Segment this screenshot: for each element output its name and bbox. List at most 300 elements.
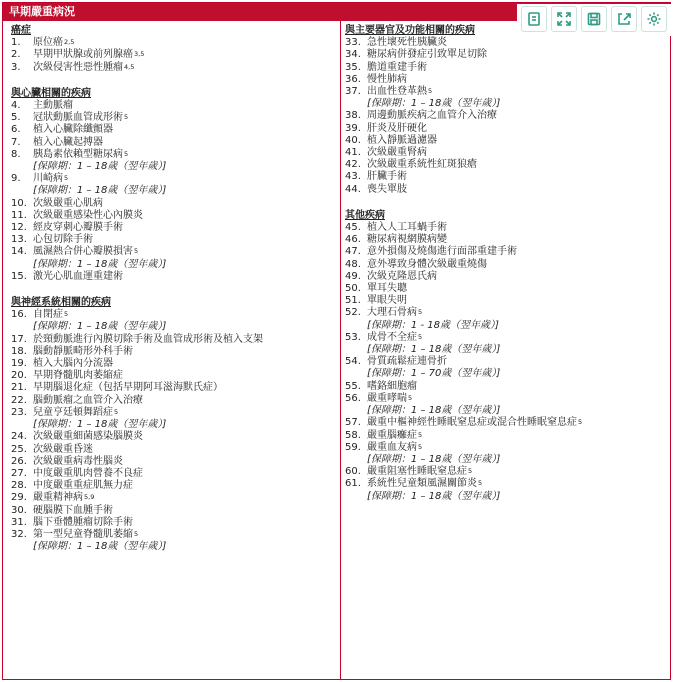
item-text-wrap	[33, 346, 133, 358]
item-text: 植入心臟起搏器	[33, 136, 103, 148]
list-item	[11, 246, 337, 258]
item-text-wrap	[367, 123, 427, 135]
item-number: 34.	[345, 49, 361, 61]
item-text: 第一型兒童脊髓肌萎縮	[33, 528, 133, 540]
list-item	[345, 62, 665, 74]
item-text: 出血性登革熱	[367, 86, 427, 98]
item-text: 腦下垂體腫瘤切除手術	[33, 516, 133, 528]
item-number: 59.	[345, 441, 361, 453]
item-text-wrap	[33, 137, 103, 149]
item-text: 嚴重血友病	[367, 441, 417, 453]
list-item	[345, 259, 665, 271]
item-number: 55.	[345, 380, 361, 392]
item-text: 糖尿病併發症引致單足切除	[367, 49, 487, 61]
list-item	[345, 184, 665, 196]
item-text-wrap	[33, 271, 123, 283]
list-item	[345, 246, 665, 258]
item-text-wrap	[367, 381, 417, 393]
list-item	[11, 62, 337, 74]
section-title: 癌症	[11, 25, 31, 36]
item-text: 成骨不全症	[367, 331, 417, 343]
list-item	[11, 49, 337, 61]
coverage-period: [保障期：1 – 70歲（翌年歲）]	[367, 368, 501, 380]
list-item	[11, 124, 337, 136]
disease-section	[11, 25, 337, 74]
item-text: 糖尿病視網膜病變	[367, 234, 447, 246]
item-number: 39.	[345, 122, 361, 134]
fullscreen-button[interactable]	[551, 6, 577, 32]
list-item	[345, 222, 665, 234]
item-text: 意外導致身體次級嚴重燒傷	[367, 258, 487, 270]
coverage-period: [保障期：1 – 18歲（翌年歲）]	[33, 185, 167, 197]
item-number: 44.	[345, 183, 361, 195]
item-text: 腦動靜脈畸形外科手術	[33, 345, 133, 357]
item-text-wrap	[367, 222, 447, 234]
list-item	[11, 173, 337, 185]
item-number: 15.	[11, 270, 27, 282]
item-number: 14.	[11, 246, 27, 258]
item-text: 風濕熱合併心瓣膜損害	[33, 246, 133, 258]
list-item	[345, 393, 665, 405]
coverage-period: [保障期：1 – 18歲（翌年歲）]	[367, 490, 501, 502]
item-number: 51.	[345, 295, 361, 307]
list-item	[11, 234, 337, 246]
item-text-wrap	[33, 149, 128, 161]
item-number: 4.	[11, 100, 21, 112]
item-text: 中度嚴重肌肉營養不良症	[33, 467, 143, 479]
item-number: 53.	[345, 331, 361, 343]
item-number: 60.	[345, 466, 361, 478]
footnote-ref: 5	[418, 442, 423, 451]
list-item	[11, 529, 337, 541]
list-item	[345, 234, 665, 246]
footnote-ref: 5	[134, 529, 139, 538]
item-text: 冠狀動脈血管成形術	[33, 112, 123, 124]
item-text: 次級克隆恩氏病	[367, 270, 437, 282]
item-text-wrap	[367, 442, 422, 454]
list-item	[11, 137, 337, 149]
item-text: 急性壞死性胰臟炎	[367, 37, 447, 49]
list-item	[345, 417, 665, 429]
item-number: 37.	[345, 86, 361, 98]
item-text-wrap	[33, 112, 128, 124]
list-item	[345, 283, 665, 295]
item-text: 肝炎及肝硬化	[367, 122, 427, 134]
item-text-wrap	[367, 37, 447, 49]
item-text-wrap	[367, 234, 447, 246]
item-text: 單眼失明	[367, 295, 407, 307]
disease-section	[345, 210, 665, 503]
item-number: 57.	[345, 417, 361, 429]
item-number: 33.	[345, 37, 361, 49]
footnote-ref: 5	[468, 467, 473, 476]
item-text-wrap	[33, 210, 143, 222]
item-text-wrap	[33, 492, 94, 504]
footnote-ref: 5	[124, 113, 129, 122]
footnote-ref: 2,5	[64, 38, 75, 47]
list-item	[345, 295, 665, 307]
item-text: 胰島素依賴型糖尿病	[33, 148, 123, 160]
list-item	[11, 37, 337, 49]
item-text-wrap	[33, 529, 138, 541]
item-text-wrap	[33, 480, 133, 492]
item-text-wrap	[33, 49, 144, 61]
item-number: 49.	[345, 270, 361, 282]
item-number: 21.	[11, 382, 27, 394]
item-text-wrap	[367, 271, 437, 283]
footnote-ref: 5	[64, 174, 69, 183]
item-number: 38.	[345, 110, 361, 122]
list-item	[11, 370, 337, 382]
item-number: 30.	[11, 504, 27, 516]
item-number: 27.	[11, 467, 27, 479]
item-text: 次級嚴重系統性紅斑狼瘡	[367, 159, 477, 171]
list-item	[11, 468, 337, 480]
right-column	[345, 25, 665, 517]
item-text-wrap	[33, 468, 143, 480]
section-title: 與神經系統相關的疾病	[11, 297, 111, 309]
item-text-wrap	[33, 358, 113, 370]
item-text-wrap	[367, 356, 447, 368]
item-text-wrap	[367, 74, 407, 86]
item-text-wrap	[367, 147, 427, 159]
item-text: 植入大腦內分流器	[33, 358, 113, 370]
item-text-wrap	[367, 430, 422, 442]
footnote-ref: 5	[478, 479, 483, 488]
disease-section	[11, 88, 337, 283]
share-icon	[616, 11, 632, 27]
item-text: 次級嚴重腎病	[367, 147, 427, 159]
page-title: 早期嚴重病況	[9, 5, 75, 18]
item-number: 20.	[11, 370, 27, 382]
share-button[interactable]	[611, 6, 637, 32]
list-item	[11, 382, 337, 394]
list-item	[345, 356, 665, 368]
footnote-ref: 5,9	[84, 493, 95, 502]
list-item	[345, 332, 665, 344]
item-text-wrap	[33, 62, 134, 74]
list-item	[11, 431, 337, 443]
item-text: 主動脈瘤	[33, 100, 73, 112]
settings-button[interactable]	[641, 6, 667, 32]
footnote-ref: 5	[64, 310, 69, 319]
item-text: 自閉症	[33, 309, 63, 321]
item-number: 50.	[345, 283, 361, 295]
item-text: 兒童亨廷頓舞蹈症	[33, 406, 113, 418]
item-number: 25.	[11, 443, 27, 455]
item-number: 3.	[11, 61, 21, 73]
list-item	[345, 135, 665, 147]
item-text-wrap	[33, 505, 113, 517]
coverage-period: [保障期：1 – 18歲（翌年歲）]	[367, 405, 501, 417]
item-text-wrap	[367, 49, 487, 61]
disease-section	[11, 297, 337, 553]
item-text-wrap	[367, 417, 582, 429]
item-text-wrap	[33, 407, 118, 419]
column-divider	[340, 21, 341, 679]
fullscreen-icon	[556, 11, 572, 27]
coverage-period: [保障期：1 – 18歲（翌年歲）]	[33, 161, 167, 173]
list-item	[11, 210, 337, 222]
item-text: 膽道重建手術	[367, 61, 427, 73]
footnote-ref: 4,5	[124, 62, 135, 71]
item-text-wrap	[367, 478, 482, 490]
coverage-period: [保障期：1 – 18歲（翌年歲）]	[33, 419, 167, 431]
item-number: 42.	[345, 159, 361, 171]
footnote-ref: 5	[124, 149, 129, 158]
section-title: 與心臟相關的疾病	[11, 87, 91, 99]
item-text-wrap	[367, 184, 407, 196]
item-text-wrap	[33, 124, 113, 136]
list-item	[345, 49, 665, 61]
item-text-wrap	[33, 370, 123, 382]
item-number: 18.	[11, 345, 27, 357]
list-item	[345, 430, 665, 442]
item-text-wrap	[33, 198, 103, 210]
item-text-wrap	[33, 382, 223, 394]
item-text: 次級嚴重感染性心內膜炎	[33, 209, 143, 221]
item-text: 大理石骨病	[367, 307, 417, 319]
coverage-period: [保障期：1 – 18歲（翌年歲）]	[33, 321, 167, 333]
item-number: 7.	[11, 136, 21, 148]
item-text: 早期脊髓肌肉萎縮症	[33, 370, 123, 382]
item-text-wrap	[367, 135, 437, 147]
section-title: 與主要器官及功能相關的疾病	[345, 25, 475, 36]
list-item	[11, 456, 337, 468]
item-text: 慢性肺病	[367, 73, 407, 85]
item-text-wrap	[367, 86, 432, 98]
item-text: 次級嚴重細菌感染腦膜炎	[33, 431, 143, 443]
list-item	[11, 505, 337, 517]
list-item	[11, 334, 337, 346]
item-text-wrap	[33, 100, 73, 112]
item-text: 意外損傷及燒傷進行面部重建手術	[367, 246, 517, 258]
coverage-period: [保障期：1 - 18歲（翌年歲）]	[367, 319, 499, 331]
item-text-wrap	[33, 444, 93, 456]
list-item	[11, 492, 337, 504]
item-text: 早期腦退化症（包括早期阿耳滋海默氏症）	[33, 382, 223, 394]
list-item	[345, 159, 665, 171]
item-number: 36.	[345, 73, 361, 85]
item-text: 植入靜脈過濾器	[367, 134, 437, 146]
item-number: 47.	[345, 246, 361, 258]
item-text: 系統性兒童類風濕關節炎	[367, 478, 477, 490]
item-number: 61.	[345, 478, 361, 490]
item-text-wrap	[367, 466, 472, 478]
item-number: 29.	[11, 492, 27, 504]
item-text: 次級嚴重病毒性腦炎	[33, 455, 123, 467]
footnote-ref: 5	[134, 247, 139, 256]
item-text: 中度嚴重重症肌無力症	[33, 480, 133, 492]
item-text: 次級嚴重心肌病	[33, 197, 103, 209]
item-number: 8.	[11, 148, 21, 160]
item-text-wrap	[367, 259, 487, 271]
footnote-ref: 5	[578, 418, 583, 427]
list-item	[345, 123, 665, 135]
fit-page-button[interactable]	[521, 6, 547, 32]
item-text-wrap	[367, 246, 517, 258]
item-number: 26.	[11, 455, 27, 467]
item-text-wrap	[367, 110, 497, 122]
item-text: 嚴重中樞神經性睡眠窒息症或混合性睡眠窒息症	[367, 417, 577, 429]
fit-page-icon	[526, 11, 542, 27]
item-text-wrap	[367, 332, 422, 344]
footnote-ref: 5	[418, 332, 423, 341]
list-item	[11, 271, 337, 283]
item-text: 經皮穿刺心瓣膜手術	[33, 222, 123, 234]
item-number: 43.	[345, 171, 361, 183]
item-number: 23.	[11, 406, 27, 418]
item-number: 32.	[11, 528, 27, 540]
save-icon	[586, 11, 602, 27]
list-item	[11, 358, 337, 370]
item-text: 嚴重精神病	[33, 492, 83, 504]
disease-section	[345, 25, 665, 196]
item-text-wrap	[367, 295, 407, 307]
item-number: 19.	[11, 358, 27, 370]
document-frame	[2, 2, 671, 680]
footnote-ref: 5	[114, 407, 119, 416]
settings-icon	[646, 11, 662, 27]
item-text-wrap	[33, 222, 123, 234]
item-text-wrap	[33, 309, 68, 321]
item-text-wrap	[33, 246, 138, 258]
item-number: 17.	[11, 333, 27, 345]
item-text-wrap	[33, 173, 68, 185]
item-number: 13.	[11, 234, 27, 246]
item-text: 骨質疏鬆症連骨折	[367, 356, 447, 368]
footnote-ref: 5	[428, 87, 433, 96]
list-item	[11, 395, 337, 407]
item-text-wrap	[367, 283, 407, 295]
coverage-period: [保障期：1 – 18歲（翌年歲）]	[33, 258, 167, 270]
item-number: 41.	[345, 147, 361, 159]
item-text: 硬腦膜下血腫手術	[33, 504, 113, 516]
item-number: 58.	[345, 429, 361, 441]
item-number: 31.	[11, 516, 27, 528]
item-number: 56.	[345, 392, 361, 404]
item-number: 11.	[11, 209, 27, 221]
coverage-period: [保障期：1 – 18歲（翌年歲）]	[367, 453, 501, 465]
item-number: 48.	[345, 258, 361, 270]
item-text: 周邊動脈疾病之血管介入治療	[367, 110, 497, 122]
list-item	[345, 478, 665, 490]
item-text-wrap	[33, 517, 133, 529]
item-text: 次級嚴重昏迷	[33, 443, 93, 455]
toolbar	[517, 4, 671, 36]
item-number: 54.	[345, 356, 361, 368]
item-number: 1.	[11, 37, 21, 49]
item-number: 22.	[11, 394, 27, 406]
list-item	[11, 480, 337, 492]
item-text: 嚴重阻塞性睡眠窒息症	[367, 466, 467, 478]
list-item	[345, 466, 665, 478]
item-number: 35.	[345, 61, 361, 73]
item-text-wrap	[367, 159, 477, 171]
item-number: 52.	[345, 307, 361, 319]
footnote-ref: 5	[418, 308, 423, 317]
item-number: 2.	[11, 49, 21, 61]
item-text-wrap	[33, 456, 123, 468]
item-text-wrap	[33, 37, 74, 49]
list-item	[11, 149, 337, 161]
item-text: 腦動脈瘤之血管介入治療	[33, 394, 143, 406]
list-item	[345, 271, 665, 283]
left-column	[11, 25, 337, 567]
item-text-wrap	[33, 334, 263, 346]
item-text-wrap	[367, 307, 422, 319]
list-item	[345, 381, 665, 393]
item-number: 10.	[11, 197, 27, 209]
footnote-ref: 5	[418, 430, 423, 439]
item-number: 5.	[11, 112, 21, 124]
item-text: 植入心臟除纖顫器	[33, 124, 113, 136]
item-text: 嚴重腦癱症	[367, 429, 417, 441]
item-text: 喪失單肢	[367, 183, 407, 195]
item-number: 45.	[345, 222, 361, 234]
item-number: 6.	[11, 124, 21, 136]
item-text-wrap	[33, 431, 143, 443]
save-button[interactable]	[581, 6, 607, 32]
footnote-ref: 5	[408, 393, 413, 402]
section-title: 其他疾病	[345, 209, 385, 221]
item-text: 植入人工耳蝸手術	[367, 222, 447, 234]
coverage-period: [保障期：1 – 18歲（翌年歲）]	[367, 344, 501, 356]
item-text: 肝臟手術	[367, 171, 407, 183]
list-item	[11, 517, 337, 529]
item-text-wrap	[367, 171, 407, 183]
list-item	[11, 112, 337, 124]
list-item	[11, 309, 337, 321]
item-text: 嚴重哮喘	[367, 392, 407, 404]
item-number: 12.	[11, 222, 27, 234]
list-item	[11, 100, 337, 112]
item-text-wrap	[367, 62, 427, 74]
item-text: 嗜鉻細胞瘤	[367, 380, 417, 392]
item-text-wrap	[33, 395, 143, 407]
item-text: 單耳失聰	[367, 283, 407, 295]
list-item	[11, 407, 337, 419]
coverage-period: [保障期：1 – 18歲（翌年歲）]	[367, 98, 501, 110]
list-item	[345, 86, 665, 98]
item-text: 川崎病	[33, 173, 63, 185]
item-text-wrap	[367, 393, 412, 405]
list-item	[11, 444, 337, 456]
item-number: 24.	[11, 431, 27, 443]
item-text: 激光心肌血運重建術	[33, 270, 123, 282]
list-item	[345, 110, 665, 122]
item-number: 9.	[11, 173, 21, 185]
list-item	[345, 171, 665, 183]
list-item	[11, 346, 337, 358]
item-number: 46.	[345, 234, 361, 246]
list-item	[11, 198, 337, 210]
list-item	[345, 307, 665, 319]
list-item	[345, 37, 665, 49]
list-item	[345, 147, 665, 159]
item-number: 16.	[11, 309, 27, 321]
item-text: 原位癌	[33, 37, 63, 49]
coverage-period: [保障期：1 – 18歲（翌年歲）]	[33, 541, 167, 553]
list-item	[345, 442, 665, 454]
item-text: 早期甲狀腺或前列腺癌	[33, 49, 133, 61]
item-text: 於頸動脈進行內膜切除手術及血管成形術及植入支架	[33, 333, 263, 345]
item-number: 28.	[11, 480, 27, 492]
footnote-ref: 3,5	[134, 50, 145, 59]
item-text: 心包切除手術	[33, 234, 93, 246]
list-item	[11, 222, 337, 234]
item-text: 次級侵害性惡性腫瘤	[33, 61, 123, 73]
